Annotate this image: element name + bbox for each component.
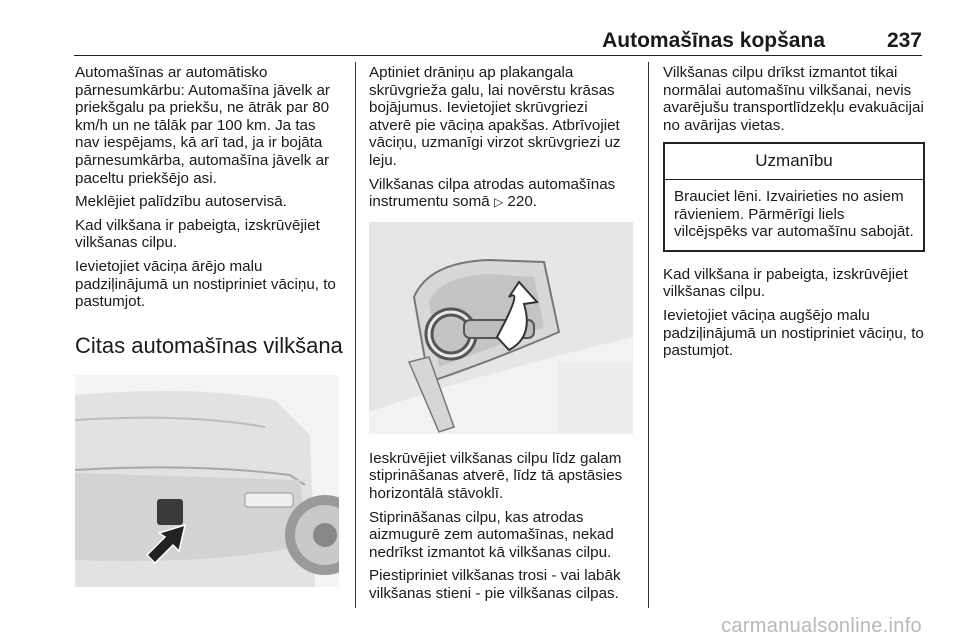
paragraph-screw-in-eye: Ieskrūvējiet vilkšanas cilpu līdz galam stiprināšanas atverē, līdz tā apstāsies horizontālā stāvoklī.	[369, 449, 623, 502]
paragraph-attach-rope: Piestipriniet vilkšanas trosi - vai labāk vilkšanas stieni - pie vilkšanas cilpas.	[369, 567, 621, 602]
page-reference-number: 220.	[507, 193, 537, 211]
column-3	[663, 64, 925, 366]
caution-title: Uzmanību	[665, 144, 923, 180]
paragraph-insert-cover-2: Ievietojiet vāciņa augšējo malu padziļinājumā un nostipriniet vāciņu, to pastumjot.	[663, 306, 924, 360]
caution-box	[663, 142, 925, 251]
paragraph-tow-eye-use: Vilkšanas cilpu drīkst izmantot tikai normālai automašīnu vilkšanai, nevis avarējušu transportlīdzekļu evakuācijai no avārijas vietas.	[663, 64, 924, 134]
watermark: carmanualsonline.info	[721, 615, 922, 637]
column-divider-1	[355, 62, 356, 608]
paragraph-automatic-transmission: Automašīnas ar automātisko pārnesumkārbu: Automašīna jāvelk ar priekšgalu pa priekšu, ne ātrāk par 80 km/h un ne tālāk par 100 km. Ja tas nav iespējams, kā arī tad, ja ir bojāta pārnesumkārba, automašīna jāvelk ar paceltu priekšējo asi.	[75, 64, 330, 187]
header-rule	[74, 55, 922, 56]
running-header-title: Automašīnas kopšana	[602, 29, 825, 52]
section-heading-towing-other-vehicle: Citas automašīnas vilkšana	[75, 332, 343, 358]
paragraph-rear-lashing-eye: Stiprināšanas cilpu, kas atrodas aizmugurē zem automašīnas, nekad nedrīkst izmantot kā vilkšanas cilpu.	[369, 508, 614, 561]
paragraph-tow-eye-location	[369, 176, 633, 212]
paragraph-insert-cover: Ievietojiet vāciņa ārējo malu padziļinājumā un nostipriniet vāciņu, to pastumjot.	[75, 257, 336, 311]
paragraph-unscrew-eye: Kad vilkšana ir pabeigta, izskrūvējiet vilkšanas cilpu.	[75, 216, 320, 252]
column-2	[369, 64, 633, 609]
caution-text: Brauciet lēni. Izvairieties no asiem rāvieniem. Pārmērīgi liels vilcējspēks var automašīnu sabojāt.	[674, 187, 914, 241]
tow-eye-location-text: Vilkšanas cilpa atrodas automašīnas instrumentu somā	[369, 175, 616, 211]
page-number: 237	[886, 29, 922, 52]
page-reference-icon: ▷	[493, 195, 504, 210]
paragraph-workshop: Meklējiet palīdzību autoservisā.	[75, 193, 287, 211]
paragraph-unscrew-eye-2: Kad vilkšana ir pabeigta, izskrūvējiet vilkšanas cilpu.	[663, 265, 908, 301]
paragraph-screwdriver: Aptiniet drāniņu ap plakangala skrūvgrieža galu, lai novērstu krāsas bojājumus. Ievietojiet skrūvgriezi atverē pie vāciņa apakšas. Atbrīvojiet vāciņu, uzmanīgi virzot skrūvgriezi uz leju.	[369, 64, 621, 169]
column-divider-2	[648, 62, 649, 608]
column-1	[75, 64, 343, 587]
rear-bumper-illustration	[75, 375, 339, 587]
tow-eye-illustration	[369, 222, 633, 434]
